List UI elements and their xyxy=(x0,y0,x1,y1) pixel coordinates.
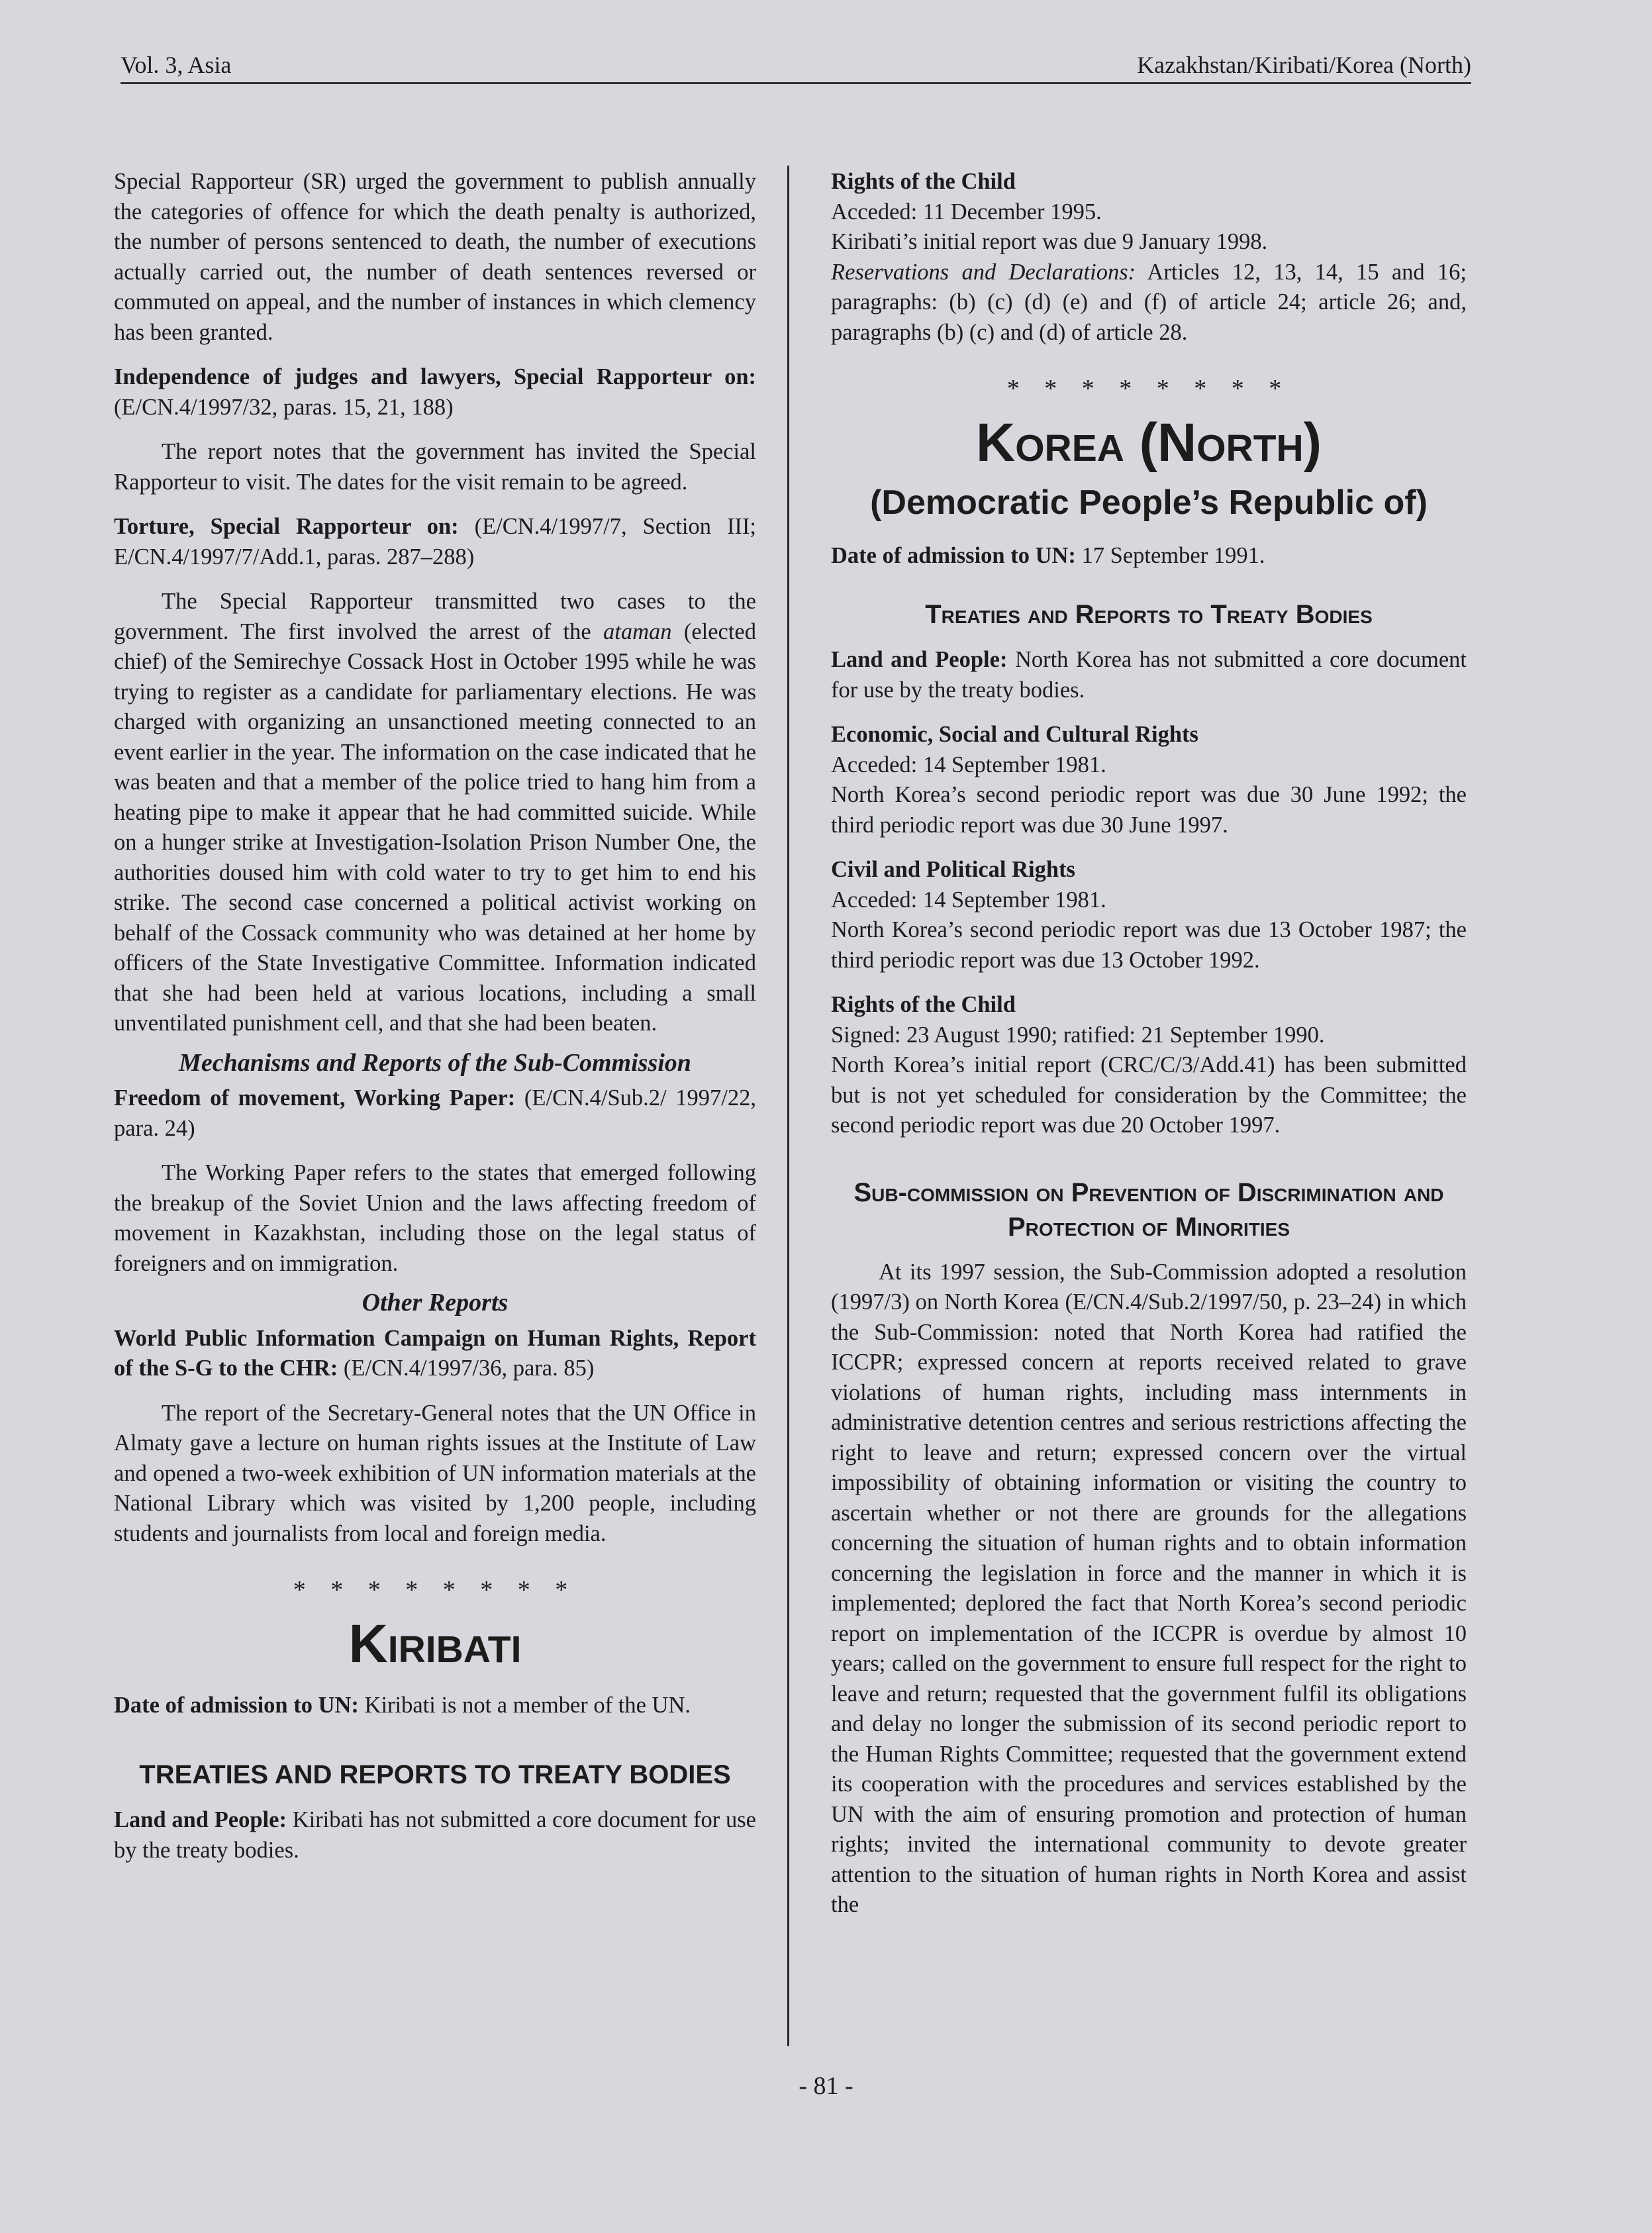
cpr-report: North Korea’s second periodic report was due 13 October 1987; the third periodic report was due 13 October 1992. xyxy=(831,917,1467,973)
korea-admission-label: Date of admission to UN: xyxy=(831,542,1076,568)
wpic-heading: World Public Information Campaign on Human Rights, Report of the S-G to the CHR: xyxy=(114,1325,756,1381)
kiribati-admission xyxy=(114,1691,756,1721)
child-report: Kiribati’s initial report was due 9 January 1998. xyxy=(831,229,1268,254)
escr-heading: Economic, Social and Cultural Rights xyxy=(831,722,1198,747)
freedom-heading: Freedom of movement, Working Paper: xyxy=(114,1085,516,1111)
intro-paragraph: Special Rapporteur (SR) urged the government to publish annually the categories of offence for which the death penalty is authorized, the number of persons sentenced to death, the number of executions actually carried out, the number of death sentences reversed or commuted on appeal, and the number of instances in which clemency has been granted. xyxy=(114,169,756,345)
child-acceded: Acceded: 11 December 1995. xyxy=(831,199,1102,224)
kiribati-land-label: Land and People: xyxy=(114,1807,287,1832)
roc-report: North Korea’s initial report (CRC/C/3/Add.41) has been submitted but is not yet scheduled for consideration by the Committee; the second periodic report was due 20 October 1997. xyxy=(831,1052,1467,1138)
treaties-heading: Treaties and Reports to Treaty Bodies xyxy=(925,600,1373,629)
left-column xyxy=(114,167,756,1865)
torture-text xyxy=(114,587,756,1039)
freedom-ref: (E/CN.4/Sub.2/ 1997/22, para. 24) xyxy=(114,1085,756,1141)
wpic-entry xyxy=(114,1324,756,1384)
judges-entry xyxy=(114,362,756,422)
torture-italic: ataman xyxy=(603,619,672,644)
section-stars-right: * * * * * * * * xyxy=(1006,375,1291,403)
kiribati-land-text: Kiribati has not submitted a core document for use by the treaty bodies. xyxy=(114,1807,756,1863)
section-stars-left: * * * * * * * * xyxy=(293,1576,577,1604)
header-volume: Vol. 3, Asia xyxy=(121,52,232,78)
child-reservations xyxy=(831,258,1467,348)
cpr-heading: Civil and Political Rights xyxy=(831,857,1075,882)
freedom-text: The Working Paper refers to the states that emerged following the breakup of the Soviet Union and the laws affecting freedom of movement in Kazakhstan, including those on the legal status of foreigners and on immigration. xyxy=(114,1160,756,1276)
kiribati-treaties-heading: TREATIES AND REPORTS TO TREATY BODIES xyxy=(139,1760,731,1789)
other-reports-heading: Other Reports xyxy=(362,1289,509,1316)
header-countries: Kazakhstan/Kiribati/Korea (North) xyxy=(1137,52,1471,78)
korea-subtitle: (Democratic People’s Republic of) xyxy=(870,483,1428,522)
roc-signed: Signed: 23 August 1990; ratified: 21 September 1990. xyxy=(831,1022,1325,1048)
child-heading: Rights of the Child xyxy=(831,169,1016,194)
korea-admission xyxy=(831,541,1467,571)
judges-text: The report notes that the government has invited the Special Rapporteur to visit. The dates for the visit remain to be agreed. xyxy=(114,439,756,495)
right-column xyxy=(831,167,1467,1920)
land-label: Land and People: xyxy=(831,647,1008,672)
column-divider xyxy=(787,166,789,2046)
wpic-text: The report of the Secretary-General notes that the UN Office in Almaty gave a lecture on human rights issues at the Institute of Law and opened a two-week exhibition of UN information materials at the National Library which was visited by 1,200 people, including students and journalists from local and foreign media. xyxy=(114,1400,756,1546)
roc-heading: Rights of the Child xyxy=(831,992,1016,1017)
kiribati-title: Kiribati xyxy=(348,1613,522,1674)
subcommission-text: At its 1997 session, the Sub-Commission adopted a resolution (1997/3) on North Korea (E/CN.4/Sub.2/1997/50, p. 23–24) in which the Sub-Commission: noted that North Korea had ratified the ICCPR; expressed concern at reports received related to grave violations of human rights, including mass internments in administrative detention centres and serious restrictions affecting the right to leave and return; expressed concern over the virtual impossibility of obtaining information or visiting the country to ascertain whether or not there are grounds for the allegations concerning the situation of human rights and to obtain information concerning the legislation in force and the manner in which it is implemented; deplored the fact that North Korea’s second periodic report on implementation of the ICCPR is overdue by almost 10 years; called on the government to ensure full respect for the right to leave and return; requested that the government fulfil its obligations and delay no longer the submission of its second periodic report to the Human Rights Committee; requested that the government extend its cooperation with the procedures and services established by the UN with the aim of ensuring promotion and protection of human rights; invited the international community to devote greater attention to the situation of human rights in North Korea and assist the xyxy=(831,1259,1467,1917)
subcommission-heading: Sub-commission on Prevention of Discrimination and Protection of Minorities xyxy=(853,1177,1444,1242)
wpic-ref: (E/CN.4/1997/36, para. 85) xyxy=(338,1356,595,1381)
korea-title: Korea (North) xyxy=(976,412,1322,473)
freedom-entry xyxy=(114,1083,756,1144)
mechanisms-heading: Mechanisms and Reports of the Sub-Commission xyxy=(179,1048,691,1077)
child-reservations-label: Reservations and Declarations: xyxy=(831,259,1136,285)
judges-heading: Independence of judges and lawyers, Special Rapporteur on: xyxy=(114,364,756,389)
torture-entry xyxy=(114,512,756,572)
escr-report: North Korea’s second periodic report was due 30 June 1992; the third periodic report was due 30 June 1997. xyxy=(831,782,1467,838)
page-number: - 81 - xyxy=(799,2072,853,2100)
land-text: North Korea has not submitted a core document for use by the treaty bodies. xyxy=(831,647,1467,703)
judges-ref: (E/CN.4/1997/32, paras. 15, 21, 188) xyxy=(114,394,454,420)
torture-ref: (E/CN.4/1997/7, Section III; E/CN.4/1997/7/Add.1, paras. 287–288) xyxy=(114,514,756,570)
torture-text-2: (elected chief) of the Semirechye Cossack Host in October 1995 while he was trying to register as a candidate for parliamentary elections. He was charged with organizing an unsanctioned meeting connected to an event earlier in the year. The information on the case indicated that he was beaten and that a member of the police tried to hang him from a heating pipe to make it appear that he had committed suicide. While on a hunger strike at Investigation-Isolation Prison Number One, the authorities doused him with cold water to try to get him to end his strike. The second case concerned a political activist working on behalf of the Cossack community who was detained at her home by officers of the State Investigative Committee. Information indicated that she had been held at various locations, including a small unventilated punishment cell, and that she had been beaten. xyxy=(114,619,756,1036)
torture-heading: Torture, Special Rapporteur on: xyxy=(114,514,459,539)
child-reservations-text: Articles 12, 13, 14, 15 and 16; paragraphs: (b) (c) (d) (e) and (f) of article 24; article 26; and, paragraphs (b) (c) and (d) of article 28. xyxy=(831,259,1467,345)
korea-admission-text: 17 September 1991. xyxy=(1075,542,1265,568)
land-entry xyxy=(831,645,1467,705)
kiribati-admission-text: Kiribati is not a member of the UN. xyxy=(358,1692,691,1718)
cpr-acceded: Acceded: 14 September 1981. xyxy=(831,887,1106,913)
escr-acceded: Acceded: 14 September 1981. xyxy=(831,752,1106,777)
kiribati-land xyxy=(114,1805,756,1865)
kiribati-admission-label: Date of admission to UN: xyxy=(114,1692,359,1718)
running-header xyxy=(121,48,1471,84)
torture-text-1: The Special Rapporteur transmitted two cases to the government. The first involved the arrest of the xyxy=(114,589,756,644)
